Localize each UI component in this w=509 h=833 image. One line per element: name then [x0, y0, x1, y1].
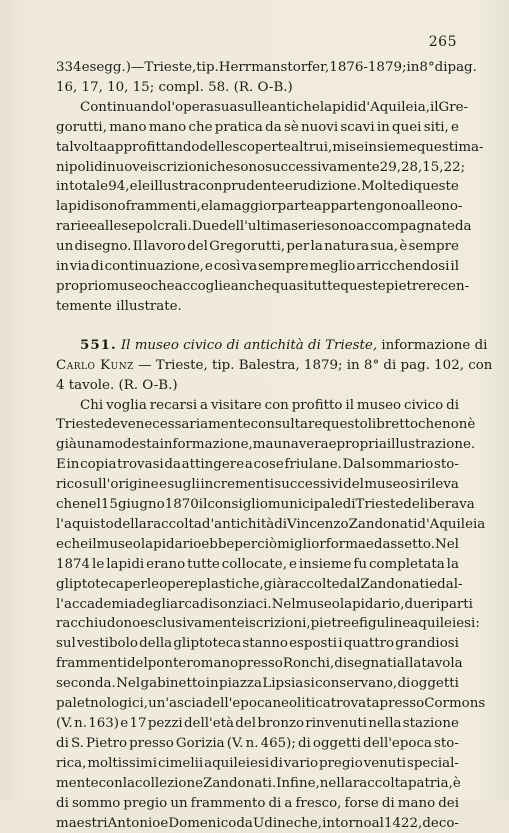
text-line: di S. Pietro presso Gorizia (V. n. 465); di oggetti dell'epoca sto-: [56, 735, 459, 751]
text-line: e che il museo lapidario ebbe perciò miglior forma ed assetto. Nel: [56, 536, 459, 552]
text-line: Trieste deve necessariamente consultare questo libretto che non è: [56, 417, 476, 433]
text-line: talvolta approfittando delle scoperte altrui, mise insieme questi ma-: [56, 139, 484, 155]
text-line: un disegno. Il lavoro del Gregorutti, per la natura sua, è sempre: [56, 239, 459, 255]
text-line: frammenti del ponte romano presso Ronchi, disegnati alla tavola: [56, 656, 463, 672]
entry-number: 551.: [80, 336, 117, 353]
text-line: gliptoteca per le opere plastiche, già raccolte dal Zandonati e dal-: [56, 576, 463, 592]
entry-plates-line: 4 tavole. (R. O-B.): [56, 377, 178, 393]
text-line: che nel 15 giugno 1870 il consiglio municipale di Trieste deliberava: [56, 497, 475, 513]
text-line: gorutti, mano mano che pratica da sè nuovi scavi in quei siti, e: [56, 119, 459, 135]
text-line: in via di continuazione, e così va sempre meglio arricchendosi il: [56, 259, 459, 275]
entry-title: Il museo civico di antichità di Trieste,: [120, 337, 378, 353]
text-line: l'aquisto della raccolta d'antichità di Vincenzo Zandonati d'Aquileia: [56, 516, 486, 532]
text-line: proprio museo che accoglie anche quasi tutte queste pietre recen-: [56, 278, 470, 294]
text-line: rarie e alle sepolcrali. Due dell'ultima serie sono accompagnate da: [56, 219, 472, 235]
entry-title-rest: informazione di: [377, 337, 488, 353]
text-line: sul vestibolo della gliptoteca stanno esposti i quattro grandiosi: [56, 636, 459, 652]
entry-author: Carlo Kunz: [56, 357, 134, 373]
text-line: E in copia trovasi da attingere a cose friulane. Dal sommario sto-: [56, 457, 459, 473]
text-line: rica, moltissimi cimelii aquileiesi di vario pregio venuti special-: [56, 755, 459, 771]
text-line: nipoli di nuove iscrizioni che sono successivamente 29, 28, 15, 22;: [56, 159, 466, 175]
entry-heading-line: [56, 336, 488, 356]
paragraph-continuation: [56, 58, 484, 317]
text-line: 334 e segg.) — Trieste, tip. Herrmanstorfer, 1876-1879; in 8° di pag.: [56, 60, 477, 75]
text-line: maestri Antonio e Domenico da Udine che, intorno al 1422, deco-: [56, 815, 459, 831]
entry-author-line: [56, 356, 493, 376]
text-line: temente illustrate.: [56, 298, 182, 314]
text-line: lapidi sono frammenti, e la maggior parte appartengono alle ono-: [56, 199, 463, 215]
text-line: Continuando l'opera sua sulle antiche lapidi d'Aquileia, il Gre-: [80, 99, 469, 115]
bibliography-entry: [56, 336, 493, 833]
text-line: già una modesta informazione, ma una vera e propria illustrazione.: [56, 437, 476, 453]
text-line: in totale 94, e le illustra con prudente erudizione. Molte di queste: [56, 179, 459, 195]
text-line: paletnologici, un' ascia dell'epoca neolitica trovata presso Cormons: [56, 696, 486, 712]
text-line: seconda. Nel gabinetto in piazza Lipsia si conservano, di oggetti: [56, 676, 459, 692]
text-line: racchiudono esclusivamente iscrizioni, pietre e figuline aquileiesi:: [56, 616, 480, 632]
entry-publication: — Trieste, tip. Balestra, 1879; in 8° di pag. 102, con: [133, 357, 493, 373]
page-body: [56, 58, 493, 833]
text-line: 16, 17, 10, 15; compl. 58. (R. O-B.): [56, 79, 293, 95]
text-line: di sommo pregio un frammento di a fresco, forse di mano dei: [56, 795, 459, 811]
text-line: l'accademia degli arcadi sonziaci. Nel museo lapidario, due riparti: [56, 596, 473, 612]
text-line: rico sull'origine e sugli incrementi successivi del museo si rileva: [56, 477, 459, 493]
text-line: 1874 le lapidi erano tutte collocate, e insieme fu completata la: [56, 556, 459, 572]
text-line: (V. n. 163) e 17 pezzi dell'età del bronzo rinvenuti nella stazione: [56, 716, 459, 731]
text-line: mente con la collezione Zandonati. Infine, nella raccolta patria, è: [56, 775, 461, 791]
page-number: 265: [428, 34, 457, 50]
text-line: Chi voglia recarsi a visitare con profitto il museo civico di: [80, 397, 459, 413]
